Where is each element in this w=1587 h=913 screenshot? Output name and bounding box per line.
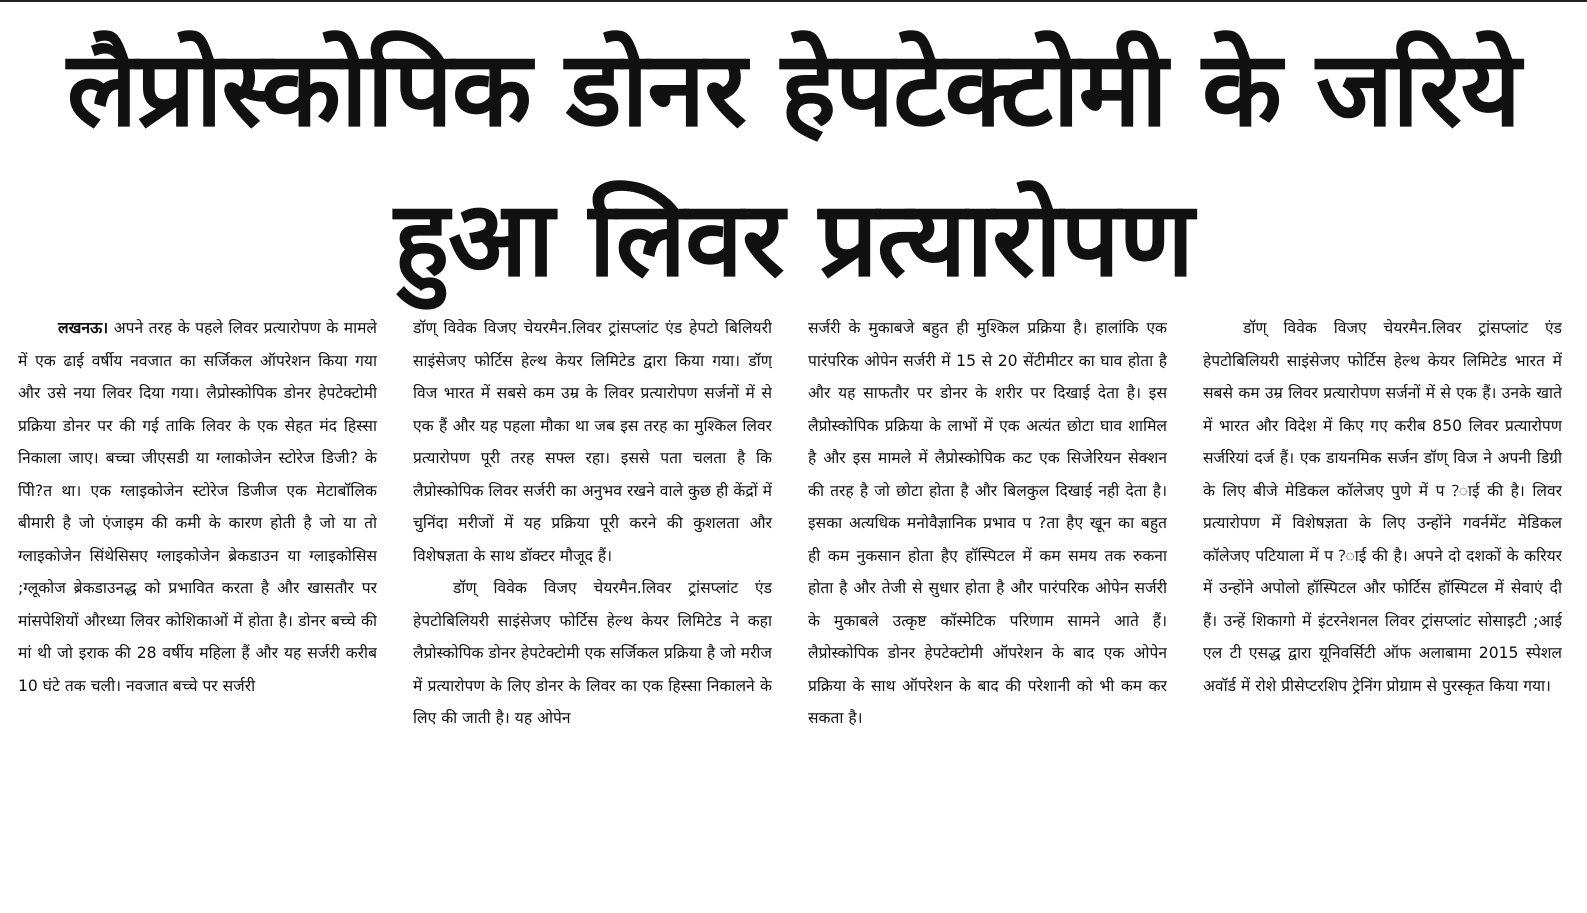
paragraph: डॉण् विवेक विजए चेयरमैन.लिवर ट्रांसप्लांट एंड हेपटो बिलियरी साइंसेजए फोर्टिस हेल्थ केयर लिमिटेड द्वारा किया गया। डॉण् विज भारत में सबसे कम उम्र के लिवर प्रत्यारोपण सर्जनों में से एक हैं और यह पहला मौका था जब इस तरह का मुश्किल लिवर प्रत्यारोपण पूरी तरह सफ्ल रहा। इससे पता चलता है कि लैप्रोस्कोपिक लिवर सर्जरी का अनुभव रखने वाले कुछ ही केंद्रों में चुनिंदा मरीजों में यह प्रक्रिया पूरी करने की कुशलता और विशेषज्ञता के साथ डॉक्टर मौजूद हैं। bbox=[413, 319, 772, 565]
dateline: लखनऊ। bbox=[58, 319, 109, 337]
paragraph: डॉण् विवेक विजए चेयरमैन.लिवर ट्रांसप्लांट एंड हेपटोबिलियरी साइंसेजए फोर्टिस हेल्थ केयर लिमिटेड भारत में सबसे कम उम्र लिवर प्रत्यारोपण सर्जनों में से एक हैं। उनके खाते में भारत और विदेश में किए गए करीब 850 लिवर प्रत्यारोपण सर्जरियां दर्ज हैं। एक डायनमिक सर्जन डॉण् विज ने अपनी डिग्री के लिए बीजे मेडिकल कॉलेजए पुणे में प ?ाई की है। लिवर प्रत्यारोपण में विशेषज्ञता के लिए उन्होंने गवर्नमेंट मेडिकल कॉलेजए पटियाला में प ?ाई की है। अपने दो दशकों के करियर में उन्होंने अपोलो हॉस्पिटल और फोर्टिस हॉस्पिटल में सेवाएं दी हैं। उन्हें शिकागो में इंटरनेशनल लिवर ट्रांसप्लांट सोसाइटी ;आई एल टी एसद्ध द्वारा यूनिवर्सिटी ऑफ अलाबामा 2015 स्पेशल अवॉर्ड में रोशे प्रीसेप्टरशिप ट्रेनिंग प्रोग्राम से पुरस्कृत किया गया। bbox=[1203, 319, 1562, 695]
paragraph: डॉण् विवेक विजए चेयरमैन.लिवर ट्रांसप्लांट एंड हेपटोबिलियरी साइंसेजए फोर्टिस हेल्थ केयर लिमिटेड ने कहा लैप्रोस्कोपिक डोनर हेपटेक्टोमी एक सर्जिकल प्रक्रिया है जो मरीज में प्रत्यारोपण के लिए डोनर के लिवर का एक हिस्सा निकालने के लिए की जाती है। यह ओपेन bbox=[413, 579, 772, 727]
headline-line-2: हुआ लिवर प्रत्यारोपण bbox=[393, 178, 1194, 300]
article-column-1 bbox=[18, 312, 377, 908]
article-column-3 bbox=[808, 312, 1167, 908]
paragraph: सर्जरी के मुकाबजे बहुत ही मुश्किल प्रक्रिया है। हालांकि एक पारंपरिक ओपेन सर्जरी में 15 से 20 सेंटीमीटर का घाव होता है और यह साफतौर पर डोनर के शरीर पर दिखाई देता है। इस लैप्रोस्कोपिक प्रक्रिया के लाभों में एक अत्यंत छोटा घाव शामिल है और इस मामले में लैप्रोस्कोपिक कट एक सिजेरियन सेक्शन की तरह है जो छोटा होता है और बिलकुल दिखाई नही देता है। इसका अत्यधिक मनोवैज्ञानिक प्रभाव प ?ता हैए खून का बहुत ही कम नुकसान होता हैए हॉस्पिटल में कम समय तक रुकना होता है और तेजी से सुधार होता है और पारंपरिक ओपेन सर्जरी के मुकाबले उत्कृष्ट कॉस्मेटिक परिणाम सामने आते हैं। लैप्रोस्कोपिक डोनर हेपटेक्टोमी ऑपरेशन के बाद एक ओपेन प्रक्रिया के साथ ऑपरेशन के बाद की परेशानी को भी कम कर सकता है। bbox=[808, 319, 1167, 727]
paragraph-text: अपने तरह के पहले लिवर प्रत्यारोपण के मामले में एक ढाई वर्षीय नवजात का सर्जिकल ऑपरेशन किया गया और उसे नया लिवर दिया गया। लैप्रोस्कोपिक डोनर हेपटेक्टोमी प्रक्रिया डोनर पर की गई ताकि लिवर के एक सेहत मंद हिस्सा निकाला जाए। बच्चा जीएसडी या ग्लाकोजेन स्टोरेज डिजी? के पीि?त था। एक ग्लाइकोजेन स्टोरेज डिजीज एक मेटाबॉलिक बीमारी है जो एंजाइम की कमी के कारण होती है जो या तो ग्लाइकोजेन सिंथेसिसए ग्लाइकोजेन ब्रेकडाउन या ग्लाइकोसिस ;ग्लूकोज ब्रेकडाउनद्ध को प्रभावित करता है और खासतौर पर मांसपेशियों औरध्या लिवर कोशिकाओं में होता है। डोनर बच्चे की मां थी जो इराक की 28 वर्षीय महिला हैं और यह सर्जरी करीब 10 घंटे तक चली। नवजात बच्चे पर सर्जरी bbox=[18, 319, 377, 695]
article-body bbox=[18, 312, 1563, 908]
headline-line-1: लैप्रोस्कोपिक डोनर हेपटेक्टोमी के जरिये bbox=[66, 28, 1521, 150]
paragraph bbox=[18, 312, 377, 702]
headline bbox=[0, 14, 1587, 314]
article-column-4 bbox=[1203, 312, 1562, 908]
article-column-2 bbox=[413, 312, 772, 908]
top-rule bbox=[0, 0, 1587, 2]
